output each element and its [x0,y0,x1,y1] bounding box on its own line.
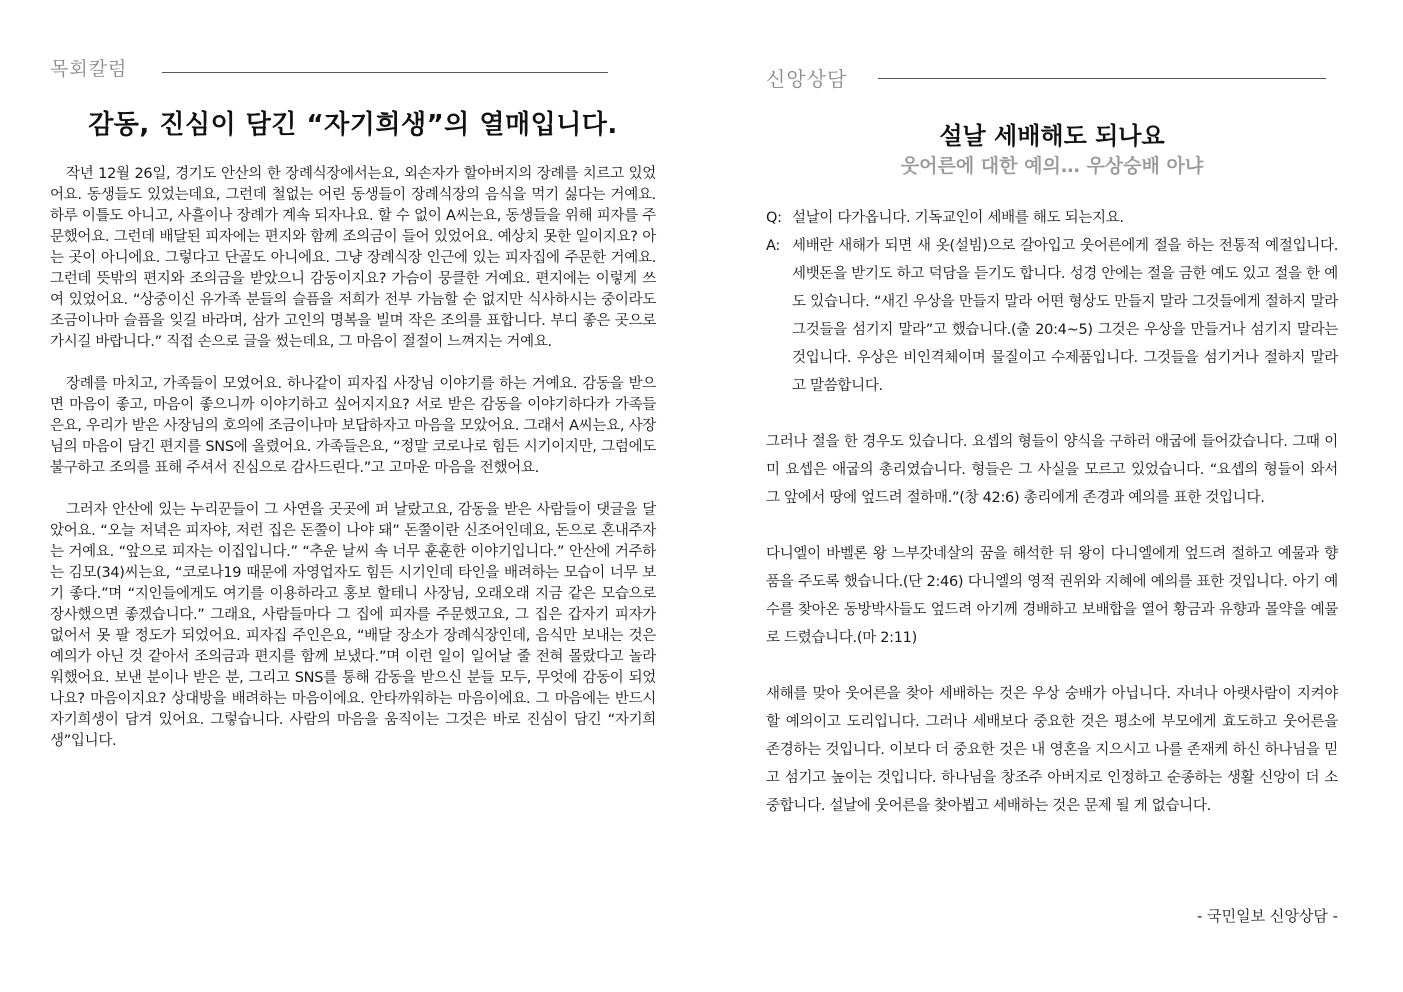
answer-mark: A: [766,238,780,254]
answer-row [766,232,1338,400]
question-text: 설날이 다가옵니다. 기독교인이 세배를 해도 되는지요. [792,210,1124,226]
right-article-subtitle: 웃어른에 대한 예의… 우상숭배 아냐 [900,155,1204,177]
right-paragraph-3: 새해를 맞아 웃어른을 찾아 세배하는 것은 우상 숭배가 아닙니다. 자녀나 아랫사람이 지켜야 할 예의이고 도리입니다. 그러나 세배보다 중요한 것은 평소에 부모에게 효도하고 웃어른을 존경하는 것입니다. 이보다 더 중요한 것은 내 영혼을 지으시고 나를 존재케 하신 하나님을 믿고 섬기고 높이는 것입니다. 하나님을 창조주 아버지로 인정하고 순종하는 생활 신앙이 더 소중합니다. 설날에 웃어른을 찾아뵙고 세배하는 것은 문제 될 게 없습니다. [766,686,1338,814]
question-row [766,204,1338,232]
left-section-header [50,54,656,84]
question-mark: Q: [766,210,782,226]
left-paragraph-2: 장례를 마치고, 가족들이 모였어요. 하나같이 피자집 사장님 이야기를 하는 거예요. 감동을 받으면 마음이 좋고, 마음이 좋으니까 이야기하고 싶어지지요? 서로 받은 감동을 이야기하다가 가족들은요, 우리가 받은 사장님의 호의에 조금이나마 보답하자고 마음을 모았어요. 그래서 A씨는요, 사장님의 마음이 담긴 편지를 SNS에 올렸어요. 가족들은요, “정말 코로나로 힘든 시기이지만, 그럼에도 불구하고 조의를 표해 주셔서 진심으로 감사드린다.”고 고마운 마음을 전했어요. [50,376,656,476]
left-article-body [50,164,656,773]
answer-text: 세배란 새해가 되면 새 옷(설빔)으로 갈아입고 웃어른에게 절을 하는 전통적 예절입니다. 세뱃돈을 받기도 하고 덕담을 듣기도 합니다. 성경 안에는 절을 금한 예도 있고 절을 한 예도 있습니다. “새긴 우상을 만들지 말라 어떤 형상도 만들지 말라 그것들에게 절하지 말라 그것들을 섬기지 말라”고 했습니다.(출 20:4~5) 그것은 우상을 만들거나 섬기지 말라는 것입니다. 우상은 비인격체이며 물질이고 수제품입니다. 그것들을 섬기거나 절하지 말라고 말씀합니다. [792,238,1338,394]
left-section-rule [162,72,608,73]
right-paragraph-2: 다니엘이 바벨론 왕 느부갓네살의 꿈을 해석한 뒤 왕이 다니엘에게 엎드려 절하고 예물과 향품을 주도록 했습니다.(단 2:46) 다니엘의 영적 권위와 지혜에 예의를 표한 것입니다. 아기 예수를 찾아온 동방박사들도 엎드려 아기께 경배하고 보배합을 열어 황금과 유향과 몰약을 예물로 드렸습니다.(마 2:11) [766,546,1338,646]
left-article-title: 감동, 진심이 담긴 “자기희생”의 열매입니다. [88,110,618,140]
right-section-label: 신앙상담 [766,67,848,91]
right-article-title: 설날 세배해도 되나요 [939,122,1165,150]
left-column [50,0,656,992]
right-paragraph-1: 그러나 절을 한 경우도 있습니다. 요셉의 형들이 양식을 구하러 애굽에 들어갔습니다. 그때 이미 요셉은 애굽의 총리였습니다. 형들은 그 사실을 모르고 있었습니다. “요셉의 형들이 와서 그 앞에서 땅에 엎드려 절하매.”(창 42:6) 총리에게 존경과 예의를 표한 것입니다. [766,434,1338,506]
left-paragraph-1: 작년 12월 26일, 경기도 안산의 한 장례식장에서는요, 외손자가 할아버지의 장례를 치르고 있었어요. 동생들도 있었는데요, 그런데 철없는 어린 동생들이 장례식장의 음식을 먹기 싫다는 거예요. 하루 이틀도 아니고, 사흘이나 장례가 계속 되자나요. 할 수 없이 A씨는요, 동생들을 위해 피자를 주문했어요. 그런데 배달된 피자에는 편지와 함께 조의금이 들어 있었어요. 예상치 못한 일이지요? 아는 곳이 아니에요. 그렇다고 단골도 아니에요. 그냥 장례식장 인근에 있는 피자집에 주문한 거예요. 그런데 뜻밖의 편지와 조의금을 받았으니 감동이지요? 가슴이 뭉클한 거예요. 편지에는 이렇게 쓰여 있었어요. “상중이신 유가족 분들의 슬픔을 저희가 전부 가늠할 순 없지만 식사하시는 중이라도 조금이나마 슬픔을 잊길 바라며, 삼가 고인의 명복을 빌며 작은 조의를 표합니다. 부디 좋은 곳으로 가시길 바랍니다.” 직접 손으로 글을 썼는데요, 그 마음이 절절이 느껴지는 거예요. [50,166,656,350]
right-column [766,0,1338,992]
right-section-header [766,54,1338,91]
source-credit: - 국민일보 신앙상담 - [1196,907,1338,925]
left-section-label: 목회칼럼 [50,58,128,80]
left-paragraph-3: 그러자 안산에 있는 누리꾼들이 그 사연을 곳곳에 퍼 날랐고요, 감동을 받은 사람들이 댓글을 달았어요. “오늘 저녁은 피자야, 저런 집은 돈쭐이 나야 돼” 돈쭐이란 신조어인데요, 돈으로 혼내주자는 거예요. “앞으로 피자는 이집입니다.” “추운 날씨 속 너무 훈훈한 이야기입니다.” 안산에 거주하는 김모(34)씨는요, “코로나19 때문에 자영업자도 힘든 시기인데 타인을 배려하는 모습이 너무 보기 좋다.”며 “지인들에게도 여기를 이용하라고 홍보 할테니 사장님, 오래오래 지금 같은 모습으로 장사했으면 좋겠습니다.” 그래요, 사람들마다 그 집에 피자를 주문했고요, 그 집은 갑자기 피자가 없어서 못 팔 정도가 되었어요. 피자집 주인은요, “배달 장소가 장례식장인데, 음식만 보내는 것은 예의가 아닌 것 같아서 조의금과 편지를 함께 보냈다.”며 이런 일이 일어날 줄 전혀 몰랐다고 놀라워했어요. 보낸 분이나 받은 분, 그리고 SNS를 통해 감동을 받으신 분들 모두, 무엇에 감동이 되었나요? 마음이지요? 상대방을 배려하는 마음이에요. 안타까워하는 마음이에요. 그 마음에는 반드시 자기희생이 담겨 있어요. 그렇습니다. 사람의 마음을 움직이는 그것은 바로 진심이 담긴 “자기희생”입니다. [50,502,656,749]
right-section-rule [878,78,1326,79]
right-article-body [766,204,1338,820]
